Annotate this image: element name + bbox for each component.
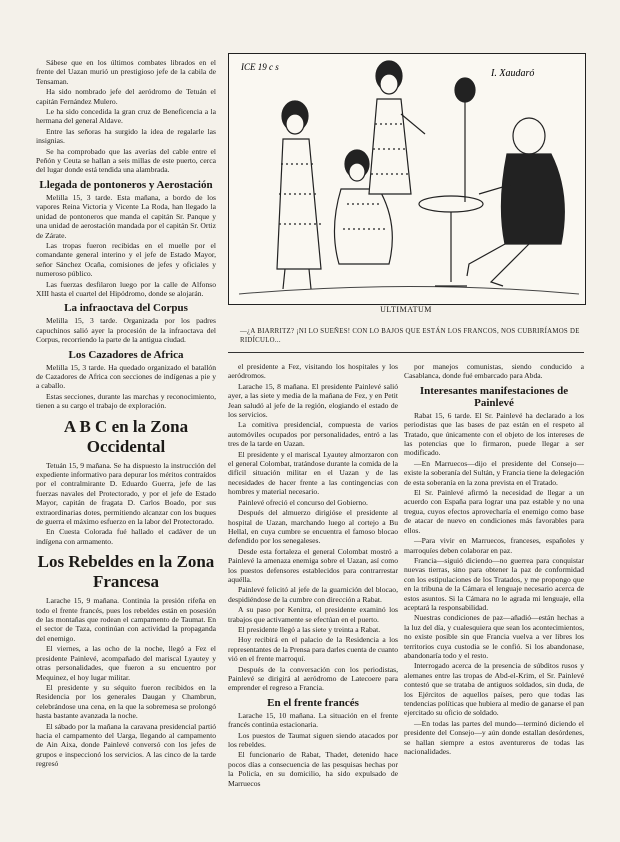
paragraph: Hoy recibirá en el palacio de la Residencia a los representantes de la Prensa para darles cuenta de cuanto vió en el frente marroquí. <box>228 635 398 664</box>
column-left <box>36 58 216 770</box>
lamp <box>455 78 475 202</box>
paragraph: Estas secciones, durante las marchas y reconocimiento, tienen a su cargo el trabajo de exploración. <box>36 391 216 411</box>
paragraph: Le ha sido concedida la gran cruz de Beneficencia a la hermana del general Aldave. <box>36 107 216 126</box>
headline-pontoneros: Llegada de pontoneros y Aerostación <box>39 178 213 191</box>
paragraph: Desde esta fortaleza el general Colombat mostró a Painlevé la amenaza enemiga sobre el Uazan, así como los puestos defensores establecidos para contrarrestar aquélla. <box>228 546 398 584</box>
headline-corpus: La infraoctava del Corpus <box>64 302 188 315</box>
divider <box>228 352 584 353</box>
paragraph: Francia—siguió diciendo—no guerrea para conquistar nuevas tierras, sino para obtener la paz de conformidad con los estipulaciones de los Tratados, y me propongo que en la tribuna de la Cámara el lenguaje necesario acerca de estos asuntos. Si la Cámara no le agrada mi lenguaje, ella aceptará la responsabilidad. <box>404 555 584 612</box>
paragraph: Los puestos de Taumat siguen siendo atacados por los rebeldes. <box>228 730 398 750</box>
paragraph: Después del almuerzo dirigióse el presidente al hospital de Uazan, marchando luego al cortejo a Bu Hellal, en cuya cumbre se encuentra el famoso blocao defendido por los senegaleses. <box>228 508 398 546</box>
paragraph: Larache 15, 8 mañana. El presidente Painlevé salió ayer, a las siete y media de la mañana de Fez, y en Petit Jean saludó al jefe de la región, elogiando el estado de los servicios. <box>228 381 398 420</box>
paragraph: Las fuerzas desfilaron luego por la calle de Alfonso XIII hasta el cuartel del Hipódromo, donde se alojarán. <box>36 279 216 298</box>
paragraph: El presidente y el mariscal Lyautey almorzaron con el general Colombat, tratándose durante la comida de la difícil situación militar en el Uazan y de las necesidades de hacer frente a las contingencias con hombres y material necesario. <box>228 449 398 497</box>
paragraph: —En Marruecos—dijo el presidente del Consejo—existe la soberanía del Sultán, y Francia tiene la delegación de esta soberanía en la zona prevista en el Tratado. <box>404 458 584 487</box>
paragraph: El presidente llegó a las siete y treinta a Rabat. <box>238 624 381 634</box>
paragraph: Las tropas fueron recibidas en el muelle por el comandante general interino y el jefe de Estado Mayor, señor Sánchez Ocaña, comisiones de jefes y oficiales y numeroso público. <box>36 240 216 279</box>
paragraph: Después de la conversación con los periodistas, Painlevé se dirigirá al aeródromo de Latecoere para emprender el regreso a Francia. <box>228 664 398 693</box>
headline-rebeldes-zona-francesa: Los Rebeldes en la Zona Francesa <box>37 552 215 592</box>
paragraph: —En todas las partes del mundo—terminó diciendo el presidente del Consejo—y aún donde estallan desórdenes, se hallan siempre a estos aventureros de todas las nacionalidades. <box>404 718 584 757</box>
paragraph: Painlevé felicitó al jefe de la guarnición del blocao, despidiéndose de la cumbre con dirección a Rabat. <box>228 585 398 604</box>
headline-frente-frances: En el frente francés <box>267 696 359 709</box>
paragraph: A su paso por Kenitra, el presidente examinó los trabajos que activamente se efectúan en el puerto. <box>228 605 398 624</box>
cartoon-title: ULTIMATUM <box>380 305 432 314</box>
paragraph: El presidente y su séquito fueron recibidos en la Residencia por los generales Daugan y Chambrun, celebrándose una cena, en la que la sobremesa se prolongó hasta bastante avanzada la noche. <box>36 682 216 721</box>
column-middle <box>228 362 398 789</box>
paragraph: El funcionario de Rabat, Thadet, detenido hace pocos días a consecuencia de las pesquisas hechas por la Policía, en su domicilio, ha sido expulsado de Marruecos <box>228 750 398 788</box>
table <box>419 196 483 286</box>
center-lady-figure <box>369 61 425 194</box>
paragraph: Rabat 15, 6 tarde. El Sr. Painlevé ha declarado a los periodistas que las bases de paz están en el respeto al Tratado, que únicamente con el objeto de los intereses de las potencias que lo firmaron, puede llegar a ser modificado. <box>404 410 584 458</box>
headline-abc-zona-occidental: A B C en la Zona Occidental <box>63 416 189 456</box>
floor-line <box>239 287 579 295</box>
paragraph: Ha sido nombrado jefe del aeródromo de Tetuán el capitán Fernández Mulero. <box>36 87 216 106</box>
cartoon-date-label: ICE 19 c s <box>241 62 279 72</box>
paragraph: Melilla 15, 3 tarde. Organizada por los padres capuchinos salió ayer la procesión de la infraoctava del Corpus, recorriendo la parte de la antigua ciudad. <box>36 316 216 345</box>
paragraph: Tetuán 15, 9 mañana. Se ha dispuesto la instrucción del expediente informativo para depurar los méritos contraídos por el contralmirante D. Eduardo Guerra, jefe de las fuerzas navales del Protectorado, y por el jefe de Estado Mayor, capitán de fragata D. Carlos Boado, por sus extraordinarias dotes, permitiendo alcanzar con los buques de guerra el máximo esfuerzo en la labor del Protectorado. <box>36 460 216 527</box>
standing-lady-figure <box>277 101 321 289</box>
paragraph: Sábese que en los últimos combates librados en el frente del Uazan murió un prestigioso jefe de la cabila de Tensaman. <box>36 58 216 86</box>
paragraph: El Sr. Painlevé afirmó la necesidad de llegar a un acuerdo con España para lograr una paz estable y no una tregua, cuyos efectos aprovecharía el enemigo como base de atacar de nuevo en condiciones más favorables para ellos. <box>404 488 584 535</box>
cartoon-drawing <box>229 54 585 304</box>
headline-cazadores: Los Cazadores de Africa <box>68 348 184 361</box>
paragraph: Painlevé ofreció el concurso del Gobierno. <box>238 497 368 507</box>
paragraph: el presidente a Fez, visitando los hospitales y los aeródromos. <box>228 362 398 381</box>
paragraph: La comitiva presidencial, compuesta de varios automóviles ocupados por personalidades, entró a las tres de la tarde en Uazan. <box>228 420 398 449</box>
headline-manifestaciones-painleve: Interesantes manifestaciones de Painlevé <box>419 384 569 409</box>
paragraph: Larache 15, 10 mañana. La situación en el frente francés continúa estacionaria. <box>228 710 398 730</box>
cartoon-illustration <box>228 53 586 305</box>
paragraph: Entre las señoras ha surgido la idea de regalarle las insignias. <box>36 126 216 146</box>
cartoon-caption: —¿A BIARRITZ? ¡NI LO SUEÑES! CON LO BAJOS QUE ESTÁN LOS FRANCOS, NOS CUBRIRÍAMOS DE RIDÍCULO... <box>240 328 580 344</box>
paragraph: El viernes, a las ocho de la noche, llegó a Fez el presidente Painlevé, acompañado del mariscal Lyautey y otras personalidades, que fueron a su encuentro por Mequinez, el hoy lugar militar. <box>36 644 216 682</box>
paragraph: Nuestras condiciones de paz—añadió—están hechas a la luz del día, y cualesquiera que sean los acontecimientos, no existe posible sin que Francia vuelva a ver libres los territorios cuya custodia se le confió. Si los abandonase, abandonaría todo y el resto. <box>404 613 584 660</box>
paragraph: —Para vivir en Marruecos, franceses, españoles y marroquíes deben colaborar en paz. <box>404 536 584 555</box>
cartoon-signature: I. Xaudaró <box>491 68 535 79</box>
column-right <box>404 362 584 757</box>
paragraph: Interrogado acerca de la presencia de súbditos rusos y alemanes entre las tropas de Abd-el-Krim, el Sr. Painlevé contestó que se trataba de antiguos soldados, sin duda, de los Ejércitos de aquellos países, pero que todas las tendencias políticas que hubiera al medio de ganarse el pan ejercitado su oficio de soldado. <box>404 661 584 718</box>
intro-block <box>36 58 216 175</box>
paragraph: El sábado por la mañana la caravana presidencial partió hacia el campamento del Uarga, llegando al campamento de Ain Aixa, donde Painlevé conversó con los jefes de grupos e inspeccionó los servicios. A las cinco de la tarde regresó <box>36 721 216 769</box>
paragraph: Melilla 15, 3 tarde. Esta mañana, a bordo de los vapores Reina Victoria y Vicente La Roda, han llegado la unidad de pontoneros que manda el capitán Sr. Panque y una unidad de aerostación mandada por el capitán Sr. Ortiz de Zárate. <box>36 192 216 240</box>
paragraph: Se ha comprobado que las averías del cable entre el Peñón y Ceuta se hallan a seis millas de este puerto, cerca del lugar donde está tendida una alambrada. <box>36 146 216 175</box>
paragraph: Melilla 15, 3 tarde. Ha quedado organizado el batallón de Cazadores de Africa con secciones de indígenas a pie y a caballo. <box>36 362 216 391</box>
paragraph: Larache 15, 9 mañana. Continúa la presión rifeña en todo el frente francés, pues los rebeldes están en posesión de las montañas que rodean el campamento de Taumat. En el sector de Taza, continúan con actividad la propaganda del enemigo. <box>36 596 216 643</box>
paragraph: por manejos comunistas, siendo conducido a Casablanca, donde fué embarcado para Abda. <box>404 362 584 381</box>
paragraph: En Cuesta Colorada fué hallado el cadáver de un indígena con armamento. <box>36 527 216 546</box>
